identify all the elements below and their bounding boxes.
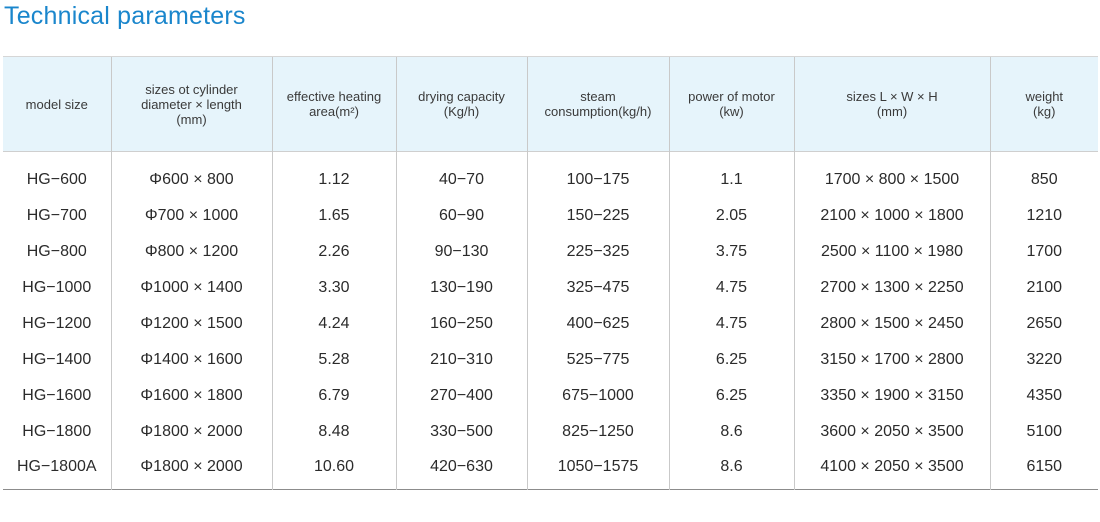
cell-weight: 850 [990,152,1098,198]
cell-steam-consumption: 825−1250 [527,414,669,450]
cell-overall-size: 3350 × 1900 × 3150 [794,378,990,414]
cell-model-size: HG−800 [26,242,87,260]
table-row [3,152,1098,198]
cell-motor-power: 8.6 [669,414,794,450]
header-line: power of motor [688,89,775,104]
cell-steam-consumption: 675−1000 [527,378,669,414]
cell-drying-capacity: 420−630 [396,450,527,490]
cell-overall-size: 1700 × 800 × 1500 [794,152,990,198]
cell-heating-area: 1.12 [272,152,396,198]
table-row [3,198,1098,234]
table-row [3,306,1098,342]
cell-overall-size: 2500 × 1100 × 1980 [794,234,990,270]
cell-drying-capacity: 160−250 [396,306,527,342]
cell-drying-capacity: 130−190 [396,270,527,306]
header-weight [990,57,1098,152]
header-line: (kg) [1033,104,1056,119]
cell-steam-consumption: 325−475 [527,270,669,306]
cell-weight: 1700 [990,234,1098,270]
cell-steam-consumption: 400−625 [527,306,669,342]
cell-heating-area: 8.48 [272,414,396,450]
cell-heating-area: 2.26 [272,234,396,270]
cell-motor-power: 3.75 [669,234,794,270]
cell-motor-power: 1.1 [669,152,794,198]
table-row [3,342,1098,378]
cell-overall-size: 2700 × 1300 × 2250 [794,270,990,306]
cell-motor-power: 8.6 [669,450,794,490]
cell-overall-size: 2800 × 1500 × 2450 [794,306,990,342]
cell-motor-power: 6.25 [669,342,794,378]
cell-weight: 2650 [990,306,1098,342]
header-line: diameter × length [141,96,242,112]
cell-weight: 3220 [990,342,1098,378]
cell-overall-size: 3600 × 2050 × 3500 [794,414,990,450]
cell-overall-size: 2100 × 1000 × 1800 [794,198,990,234]
cell-drying-capacity: 90−130 [396,234,527,270]
cell-heating-area: 1.65 [272,198,396,234]
cell-drying-capacity: 210−310 [396,342,527,378]
cell-steam-consumption: 225−325 [527,234,669,270]
cell-model-size: HG−1800A [16,458,97,476]
table-row [3,450,1098,490]
table-row [3,378,1098,414]
cell-motor-power: 2.05 [669,198,794,234]
cell-steam-consumption: 100−175 [527,152,669,198]
cell-model-size: HG−1800 [22,422,92,440]
cell-motor-power: 4.75 [669,306,794,342]
cell-steam-consumption: 150−225 [527,198,669,234]
cell-model-size: HG−700 [26,206,87,224]
cell-heating-area: 3.30 [272,270,396,306]
cell-overall-size: 4100 × 2050 × 3500 [794,450,990,490]
cell-model-size: HG−1200 [22,314,92,332]
header-line: effective heating [286,89,382,104]
cell-drying-capacity: 40−70 [396,152,527,198]
cell-drying-capacity: 60−90 [396,198,527,234]
table-body [3,152,1098,490]
cell-overall-size: 3150 × 1700 × 2800 [794,342,990,378]
header-cylinder-size [111,57,272,152]
cell-cylinder-size: Φ1000 × 1400 [111,270,272,306]
cell-cylinder-size: Φ600 × 800 [111,152,272,198]
header-motor-power [669,57,794,152]
table-row [3,234,1098,270]
technical-parameters-table [3,56,1098,490]
cell-weight: 1210 [990,198,1098,234]
table-row [3,270,1098,306]
cell-motor-power: 6.25 [669,378,794,414]
cell-steam-consumption: 525−775 [527,342,669,378]
cell-motor-power: 4.75 [669,270,794,306]
header-line: (mm) [176,111,207,127]
header-line: consumption(kg/h) [544,104,652,119]
header-heating-area [272,57,396,152]
header-overall-size [794,57,990,152]
header-drying-capacity [396,57,527,152]
header-line: weight [1025,89,1064,104]
cell-cylinder-size: Φ1800 × 2000 [111,450,272,490]
cell-model-size: HG−1600 [22,386,92,404]
header-steam-consumption [527,57,669,152]
cell-cylinder-size: Φ700 × 1000 [111,198,272,234]
cell-weight: 2100 [990,270,1098,306]
table-header-row [3,57,1098,152]
cell-model-size: HG−1400 [22,350,92,368]
header-line: model size [25,96,88,112]
cell-weight: 5100 [990,414,1098,450]
header-model-size [3,57,111,152]
cell-drying-capacity: 330−500 [396,414,527,450]
cell-cylinder-size: Φ1600 × 1800 [111,378,272,414]
cell-model-size: HG−600 [26,170,87,188]
header-line: (Kg/h) [443,104,480,119]
cell-heating-area: 4.24 [272,306,396,342]
header-line: sizes L × W × H [846,89,938,104]
cell-cylinder-size: Φ1800 × 2000 [111,414,272,450]
cell-cylinder-size: Φ800 × 1200 [111,234,272,270]
cell-cylinder-size: Φ1400 × 1600 [111,342,272,378]
cell-heating-area: 10.60 [272,450,396,490]
header-line: drying capacity [418,89,505,104]
header-line: steam [580,89,616,104]
header-line: (mm) [876,104,908,119]
cell-model-size: HG−1000 [22,278,92,296]
cell-heating-area: 6.79 [272,378,396,414]
cell-weight: 4350 [990,378,1098,414]
header-line: sizes ot cylinder [145,81,238,97]
cell-drying-capacity: 270−400 [396,378,527,414]
header-line: area(m²) [309,104,359,119]
cell-heating-area: 5.28 [272,342,396,378]
page-title: Technical parameters [4,2,246,30]
cell-weight: 6150 [990,450,1098,490]
cell-cylinder-size: Φ1200 × 1500 [111,306,272,342]
cell-steam-consumption: 1050−1575 [527,450,669,490]
table-row [3,414,1098,450]
header-line: (kw) [719,104,744,119]
